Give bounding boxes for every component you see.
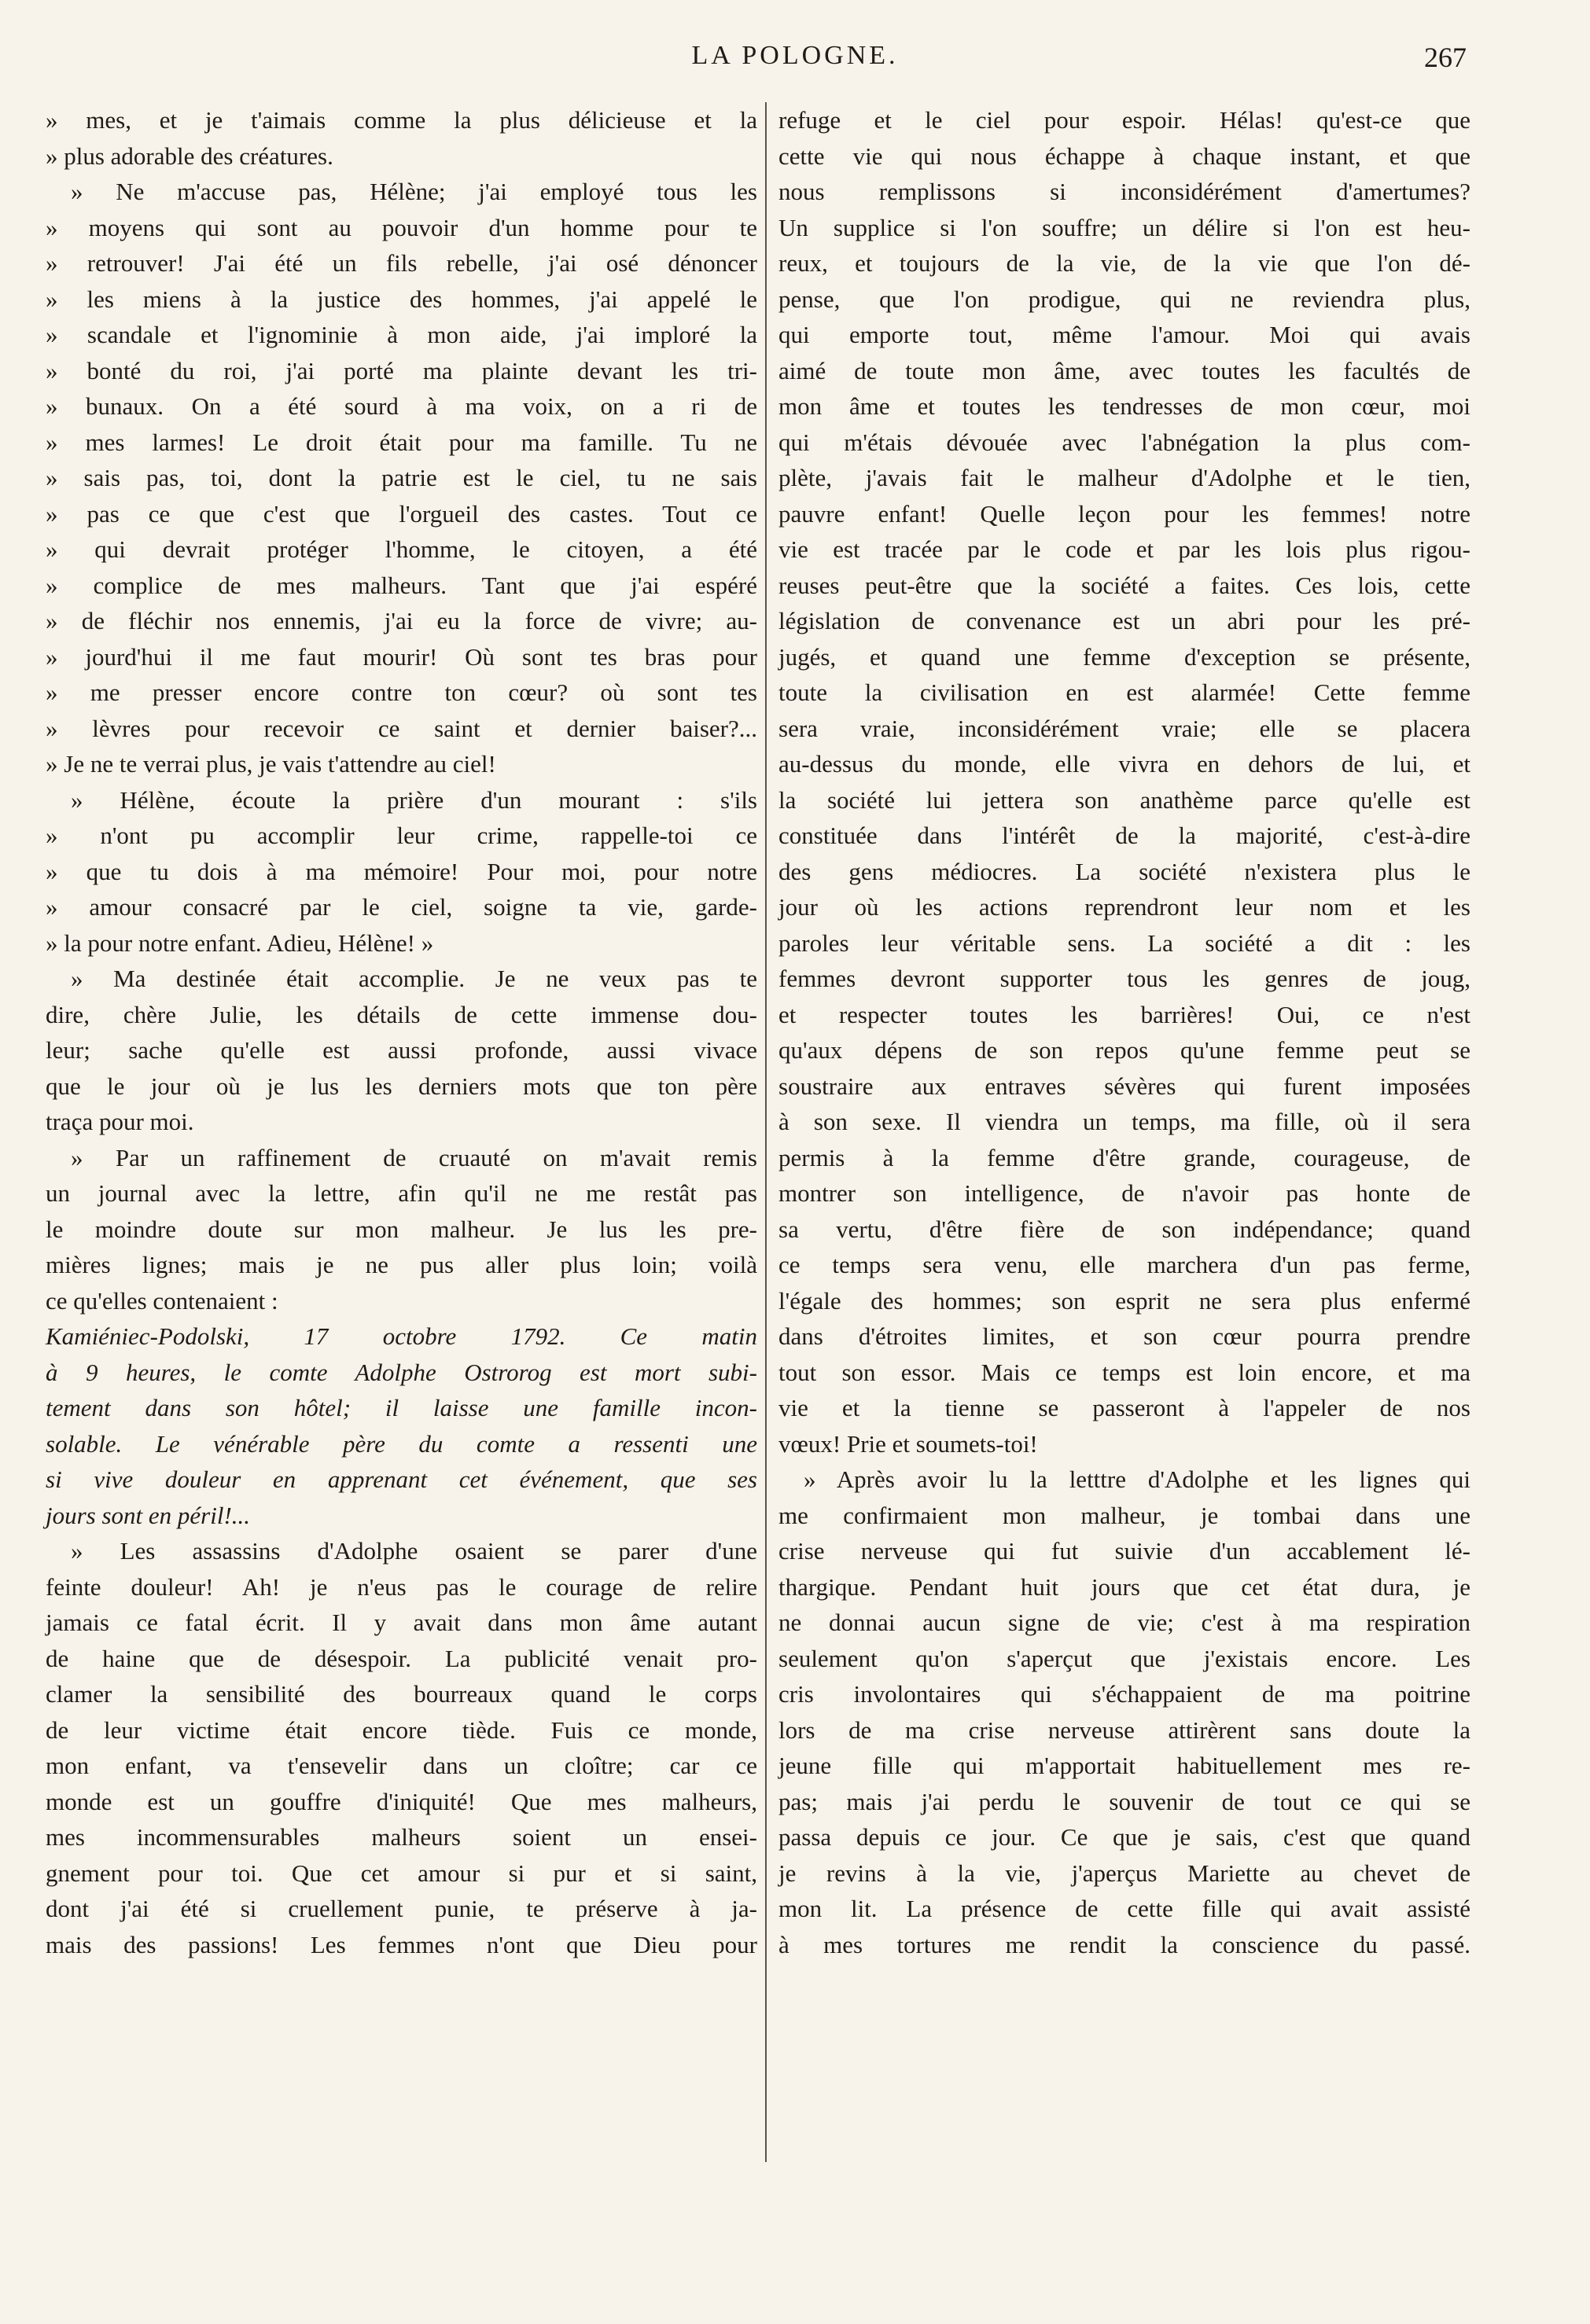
text-line: seulement qu'on s'aperçut que j'existais encore. Les bbox=[778, 1644, 1470, 1672]
text-line: » bonté du roi, j'ai porté ma plainte devant les tri- bbox=[46, 356, 757, 384]
text-line: » la pour notre enfant. Adieu, Hélène! » bbox=[46, 928, 434, 957]
left-column bbox=[46, 102, 757, 1962]
text-line: et respecter toutes les barrières! Oui, ce n'est bbox=[778, 1000, 1470, 1028]
text-line: traça pour moi. bbox=[46, 1108, 194, 1135]
text-line: aimé de toute mon âme, avec toutes les facultés de bbox=[778, 356, 1470, 384]
text-line: passa depuis ce jour. Ce que je sais, c'est que quand bbox=[778, 1823, 1470, 1851]
text-line: Un supplice si l'on souffre; un délire si l'on est heu- bbox=[778, 213, 1470, 241]
text-line: lors de ma crise nerveuse attirèrent sans doute la bbox=[778, 1715, 1470, 1744]
text-line: dont j'ai été si cruellement punie, te préserve à ja- bbox=[46, 1895, 757, 1922]
text-line: » de fléchir nos ennemis, j'ai eu la force de vivre; au- bbox=[46, 607, 757, 634]
text-line: vie et la tienne se passeront à l'appeler de nos bbox=[778, 1394, 1470, 1421]
text-line: solable. Le vénérable père du comte a ressenti une bbox=[46, 1429, 757, 1458]
text-line: gnement pour toi. Que cet amour si pur et si saint, bbox=[46, 1859, 757, 1887]
text-line: » Ne m'accuse pas, Hélène; j'ai employé tous les bbox=[71, 178, 757, 205]
text-line: à mes tortures me rendit la conscience du passé. bbox=[778, 1930, 1470, 1958]
text-line: tement dans son hôtel; il laisse une famille incon- bbox=[46, 1394, 757, 1421]
right-column bbox=[778, 102, 1470, 1962]
text-line: » bunaux. On a été sourd à ma voix, on a ri de bbox=[46, 392, 757, 420]
text-line: » complice de mes malheurs. Tant que j'ai espéré bbox=[46, 571, 757, 599]
text-line: de leur victime était encore tiède. Fuis ce monde, bbox=[46, 1715, 757, 1744]
text-line: mon enfant, va t'ensevelir dans un cloître; car ce bbox=[46, 1752, 757, 1779]
text-line: mières lignes; mais je ne pus aller plus loin; voilà bbox=[46, 1251, 757, 1278]
page-number: 267 bbox=[1424, 42, 1467, 73]
text-line: » lèvres pour recevoir ce saint et dernier baiser?... bbox=[46, 714, 757, 742]
text-line: crise nerveuse qui fut suivie d'un accablement lé- bbox=[778, 1537, 1470, 1565]
text-line: pauvre enfant! Quelle leçon pour les femmes! notre bbox=[778, 499, 1470, 528]
text-line: ne donnai aucun signe de vie; c'est à ma respiration bbox=[778, 1609, 1470, 1636]
text-line: jamais ce fatal écrit. Il y avait dans mon âme autant bbox=[46, 1609, 757, 1636]
text-line: » Par un raffinement de cruauté on m'avait remis bbox=[71, 1143, 757, 1171]
text-line: plète, j'avais fait le malheur d'Adolphe et le tien, bbox=[778, 464, 1470, 491]
text-line: » amour consacré par le ciel, soigne ta vie, garde- bbox=[46, 893, 757, 921]
text-line: permis à la femme d'être grande, courageuse, de bbox=[778, 1143, 1470, 1171]
text-line: leur; sache qu'elle est aussi profonde, aussi vivace bbox=[46, 1036, 757, 1064]
text-line: jours sont en péril!... bbox=[46, 1501, 251, 1529]
text-line: de haine que de désespoir. La publicité venait pro- bbox=[46, 1644, 757, 1672]
text-line: cette vie qui nous échappe à chaque instant, et que bbox=[778, 142, 1470, 170]
text-line: nous remplissons si inconsidérément d'amertumes? bbox=[778, 178, 1470, 205]
text-line: ce temps sera venu, elle marchera d'un pas ferme, bbox=[778, 1251, 1470, 1278]
text-line: je revins à la vie, j'aperçus Mariette au chevet de bbox=[778, 1859, 1470, 1887]
text-line: constituée dans l'intérêt de la majorité, c'est-à-dire bbox=[778, 822, 1470, 849]
text-line: sera vraie, inconsidérément vraie; elle se placera bbox=[778, 714, 1470, 742]
text-line: » retrouver! J'ai été un fils rebelle, j'ai osé dénoncer bbox=[46, 249, 757, 277]
text-line: jeune fille qui m'apportait habituellement mes re- bbox=[778, 1752, 1470, 1779]
text-line: la société lui jettera son anathème parce qu'elle est bbox=[778, 785, 1470, 814]
text-line: législation de convenance est un abri pour les pré- bbox=[778, 607, 1470, 634]
text-line: mon âme et toutes les tendresses de mon cœur, moi bbox=[778, 392, 1470, 420]
text-line: que le jour où je lus les derniers mots que ton père bbox=[46, 1072, 757, 1100]
page-header bbox=[0, 41, 1590, 88]
text-line: dans d'étroites limites, et son cœur pourra prendre bbox=[778, 1322, 1470, 1350]
text-line: » Après avoir lu la letttre d'Adolphe et les lignes qui bbox=[804, 1465, 1470, 1493]
text-line: » Je ne te verrai plus, je vais t'attendre au ciel! bbox=[46, 750, 496, 778]
text-line: au-dessus du monde, elle vivra en dehors de lui, et bbox=[778, 750, 1470, 778]
text-line: » sais pas, toi, dont la patrie est le ciel, tu ne sais bbox=[46, 464, 757, 491]
text-line: à 9 heures, le comte Adolphe Ostrorog est mort subi- bbox=[46, 1358, 757, 1386]
text-line: soustraire aux entraves sévères qui furent imposées bbox=[778, 1072, 1470, 1100]
text-line: pas; mais j'ai perdu le souvenir de tout ce qui se bbox=[778, 1787, 1470, 1815]
text-line: si vive douleur en apprenant cet événement, que ses bbox=[46, 1465, 757, 1493]
text-line: vœux! Prie et soumets-toi! bbox=[778, 1429, 1038, 1458]
text-line: » Ma destinée était accomplie. Je ne veux pas te bbox=[71, 965, 757, 992]
text-line: femmes devront supporter tous les genres de joug, bbox=[778, 965, 1470, 992]
text-line: » plus adorable des créatures. bbox=[46, 142, 333, 170]
text-line: » me presser encore contre ton cœur? où sont tes bbox=[46, 678, 757, 706]
text-line: » Les assassins d'Adolphe osaient se parer d'une bbox=[71, 1537, 757, 1565]
text-line: tout son essor. Mais ce temps est loin encore, et ma bbox=[778, 1358, 1470, 1386]
text-line: mon lit. La présence de cette fille qui avait assisté bbox=[778, 1895, 1470, 1922]
text-line: sa vertu, d'être fière de son indépendance; quand bbox=[778, 1215, 1470, 1243]
text-line: » Hélène, écoute la prière d'un mourant : s'ils bbox=[71, 785, 757, 814]
text-line: jour où les actions reprendront leur nom et les bbox=[778, 893, 1470, 921]
text-line: toute la civilisation en est alarmée! Cette femme bbox=[778, 678, 1470, 706]
text-line: » mes, et je t'aimais comme la plus délicieuse et la bbox=[46, 106, 757, 134]
running-title: LA POLOGNE. bbox=[691, 41, 899, 70]
text-line: cris involontaires qui s'échappaient de ma poitrine bbox=[778, 1680, 1470, 1708]
text-line: » mes larmes! Le droit était pour ma famille. Tu ne bbox=[46, 428, 757, 456]
text-line: » scandale et l'ignominie à mon aide, j'ai imploré la bbox=[46, 321, 757, 348]
text-line: le moindre doute sur mon malheur. Je lus les pre- bbox=[46, 1215, 757, 1243]
text-line: qui m'étais dévouée avec l'abnégation la plus com- bbox=[778, 428, 1470, 456]
text-line: Kamiéniec-Podolski, 17 octobre 1792. Ce matin bbox=[46, 1322, 757, 1350]
text-line: mais des passions! Les femmes n'ont que Dieu pour bbox=[46, 1930, 757, 1958]
text-line: qu'aux dépens de son repos qu'une femme peut se bbox=[778, 1036, 1470, 1064]
text-line: » pas ce que c'est que l'orgueil des castes. Tout ce bbox=[46, 499, 757, 528]
text-line: mes incommensurables malheurs soient un ensei- bbox=[46, 1823, 757, 1851]
text-line: paroles leur véritable sens. La société a dit : les bbox=[778, 928, 1470, 957]
text-line: un journal avec la lettre, afin qu'il ne me restât pas bbox=[46, 1179, 757, 1207]
text-line: des gens médiocres. La société n'existera plus le bbox=[778, 857, 1470, 885]
text-line: refuge et le ciel pour espoir. Hélas! qu'est-ce que bbox=[778, 106, 1470, 134]
text-line: thargique. Pendant huit jours que cet état dura, je bbox=[778, 1572, 1470, 1601]
text-line: dire, chère Julie, les détails de cette immense dou- bbox=[46, 1000, 757, 1028]
text-line: pense, que l'on prodigue, qui ne reviendra plus, bbox=[778, 285, 1470, 313]
text-line: » que tu dois à ma mémoire! Pour moi, pour notre bbox=[46, 857, 757, 885]
text-line: ce qu'elles contenaient : bbox=[46, 1286, 278, 1315]
text-line: » les miens à la justice des hommes, j'ai appelé le bbox=[46, 285, 757, 313]
text-line: reux, et toujours de la vie, de la vie que l'on dé- bbox=[778, 249, 1470, 277]
text-line: qui emporte tout, même l'amour. Moi qui avais bbox=[778, 321, 1470, 348]
text-line: jugés, et quand une femme d'exception se présente, bbox=[778, 642, 1470, 671]
text-line: » qui devrait protéger l'homme, le citoyen, a été bbox=[46, 535, 757, 563]
column-divider bbox=[765, 102, 767, 2162]
text-line: à son sexe. Il viendra un temps, ma fille, où il sera bbox=[778, 1108, 1470, 1135]
text-line: clamer la sensibilité des bourreaux quand le corps bbox=[46, 1680, 757, 1708]
text-line: » n'ont pu accomplir leur crime, rappelle-toi ce bbox=[46, 822, 757, 849]
text-line: l'égale des hommes; son esprit ne sera plus enfermé bbox=[778, 1286, 1470, 1315]
text-line: montrer son intelligence, de n'avoir pas honte de bbox=[778, 1179, 1470, 1207]
text-line: » moyens qui sont au pouvoir d'un homme pour te bbox=[46, 213, 757, 241]
text-line: monde est un gouffre d'iniquité! Que mes malheurs, bbox=[46, 1787, 757, 1815]
text-line: reuses peut-être que la société a faites. Ces lois, cette bbox=[778, 571, 1470, 599]
text-line: me confirmaient mon malheur, je tombai dans une bbox=[778, 1501, 1470, 1529]
text-line: vie est tracée par le code et par les lois plus rigou- bbox=[778, 535, 1470, 563]
text-line: feinte douleur! Ah! je n'eus pas le courage de relire bbox=[46, 1572, 757, 1601]
text-line: » jourd'hui il me faut mourir! Où sont tes bras pour bbox=[46, 642, 757, 671]
